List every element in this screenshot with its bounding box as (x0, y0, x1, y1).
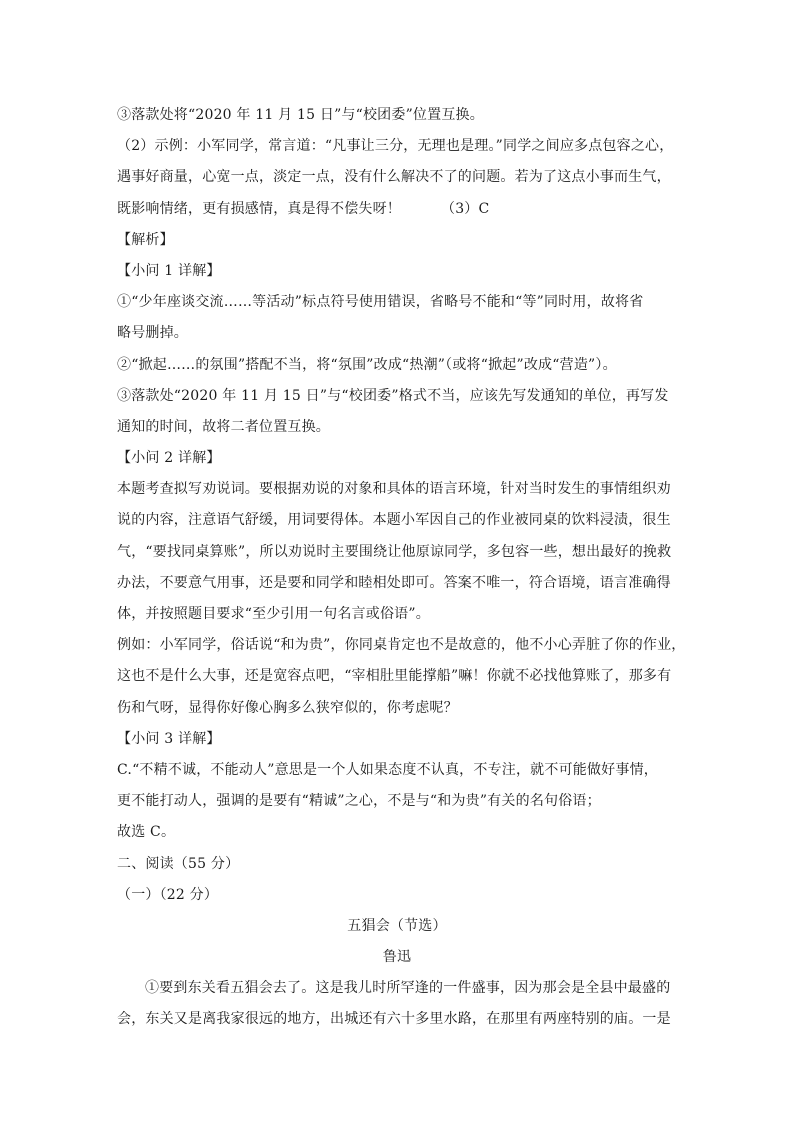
text-line: ①“少年座谈交流……等活动”标点符号使用错误，省略号不能和“等”同时用，故将省 (117, 294, 644, 311)
text-line: 办法，不要意气用事，还是要和同学和睦相处即可。答案不唯一，符合语境，语言准确得 (117, 574, 671, 591)
passage-paragraph-line: 会，东关又是离我家很远的地方，出城还有六十多里水路，在那里有两座特别的庙。一是 (117, 1011, 671, 1028)
text-line: 伤和气呀，显得你好像心胸多么狭窄似的，你考虑呢？ (117, 699, 458, 716)
text-line: ③落款处将“2020 年 11 月 15 日”与“校团委”位置互换。 (117, 107, 484, 123)
section-heading: 【解析】 (117, 231, 174, 248)
subquestion-heading: 【小问 1 详解】 (117, 262, 221, 279)
text-line: 例如：小军同学，俗话说“和为贵”，你同桌肯定也不是故意的，他不小心弄脏了你的作业， (117, 637, 686, 654)
passage-author: 鲁迅 (382, 949, 412, 966)
text-line: ③落款处“2020 年 11 月 15 日”与“校团委”格式不当，应该先写发通知的单位，再写发 (117, 387, 669, 404)
subquestion-heading: 【小问 3 详解】 (117, 730, 221, 747)
text-line: 体，并按照题目要求“至少引用一句名言或俗语”。 (117, 606, 430, 622)
text-line: （2）示例：小军同学，常言道：“凡事让三分，无理也是理。”同学之间应多点包容之心， (117, 138, 674, 155)
text-line: 说的内容，注意语气舒缓，用词要得体。本题小军因自己的作业被同桌的饮料浸渍，很生 (117, 512, 671, 529)
text-line: 故选 C。 (117, 824, 176, 841)
text-line: 气，“要找同桌算账”，所以劝说时主要围绕让他原谅同学，多包容一些，想出最好的挽救 (117, 543, 672, 560)
text-line: ②“掀起……的氛围”搭配不当，将“氛围”改成“热潮”（或将“掀起”改成“营造”）。 (117, 356, 617, 373)
subpart-heading: （一）（22 分） (117, 886, 219, 903)
text-line: 通知的时间，故将二者位置互换。 (117, 418, 330, 435)
text-line: 略号删掉。 (117, 325, 188, 342)
text-line: 遇事好商量，心宽一点，淡定一点，没有什么解决不了的问题。若为了这点小事而生气， (117, 169, 671, 186)
answer-3: （3）C (441, 200, 490, 217)
document-page (117, 100, 686, 1036)
passage-paragraph-line: ①要到东关看五猖会去了。这是我儿时所罕逢的一件盛事，因为那会是全县中最盛的 (145, 980, 671, 997)
answer-2-end: 既影响情绪，更有损感情，真是得不偿失呀！ (117, 200, 401, 217)
text-line: C.“不精不诚，不能动人”意思是一个人如果态度不认真，不专注，就不可能做好事情， (117, 761, 658, 778)
part-heading: 二、阅读（55 分） (117, 855, 240, 872)
text-line: 这也不是什么大事，还是宽容点吧，“宰相肚里能撑船”嘛！你就不必找他算账了，那多有 (117, 668, 672, 685)
text-line: 更不能打动人，强调的是要有“精诚”之心，不是与“和为贵”有关的名句俗语； (117, 793, 601, 810)
text-line: 本题考查拟写劝说词。要根据劝说的对象和具体的语言环境，针对当时发生的事情组织劝 (117, 481, 671, 498)
subquestion-heading: 【小问 2 详解】 (117, 450, 221, 467)
passage-title: 五猖会（节选） (347, 917, 447, 934)
text-line (117, 194, 677, 225)
